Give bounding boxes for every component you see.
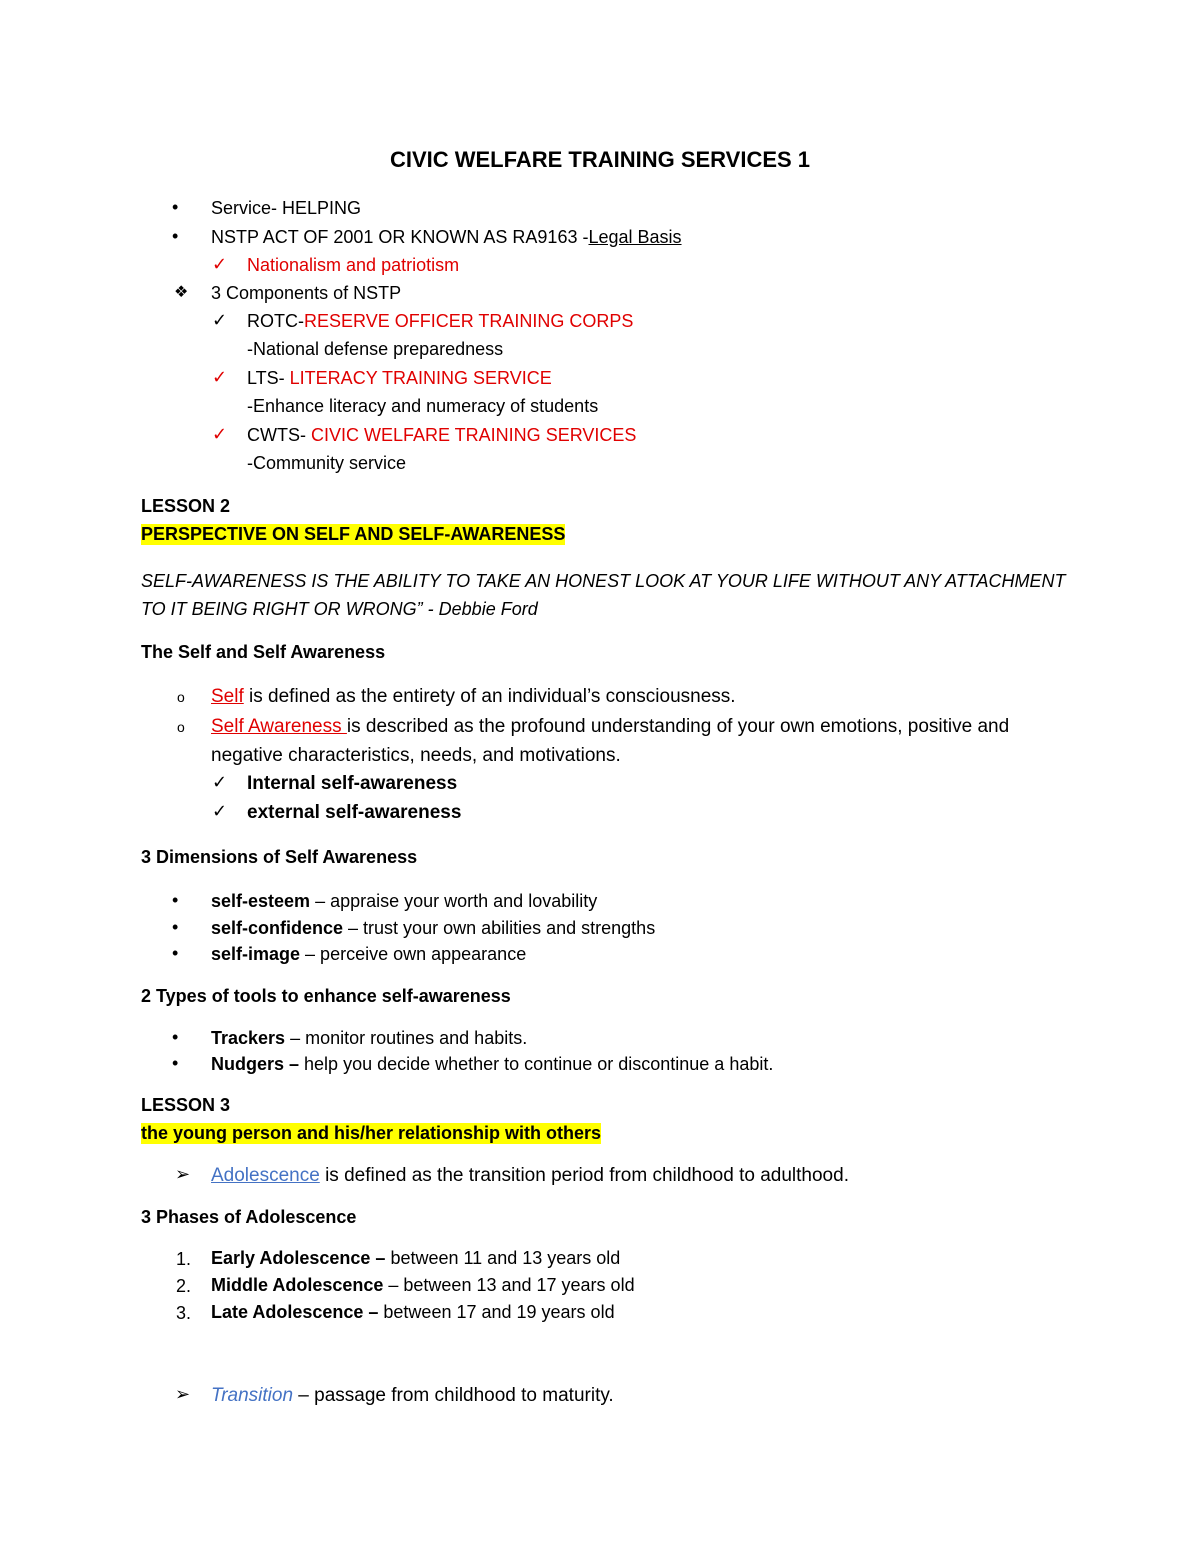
lesson3-label: LESSON 3 [141,1095,231,1115]
legal-basis-link: Legal Basis [588,227,682,247]
phase-item: Late Adolescence – between 17 and 19 years old [211,1302,615,1322]
dimensions-heading: 3 Dimensions of Self Awareness [141,847,418,867]
bullet-icon: • [172,917,179,937]
nationalism-line: Nationalism and patriotism [247,255,460,275]
phase-number: 1. [176,1249,192,1269]
self-definition: Self is defined as the entirety of an individual’s consciousness. [211,686,736,707]
component-lts: LTS- LITERACY TRAINING SERVICE [247,368,552,388]
check-icon: ✓ [212,254,228,274]
phases-heading: 3 Phases of Adolescence [141,1207,357,1227]
check-icon: ✓ [212,367,228,387]
phase-number: 3. [176,1303,192,1323]
transition-definition: Transition – passage from childhood to maturity. [211,1385,614,1406]
dimension-item: self-esteem – appraise your worth and lovability [211,891,598,911]
component-cwts-desc: -Community service [247,453,407,473]
adolescence-definition: Adolescence is defined as the transition period from childhood to adulthood. [211,1165,849,1186]
circle-bullet-icon: o [177,719,185,735]
bullet-icon: • [172,943,179,963]
bullet-icon: • [172,890,179,910]
dimension-item: self-image – perceive own appearance [211,944,527,964]
component-lts-desc: -Enhance literacy and numeracy of students [247,396,599,416]
nstp-line: NSTP ACT OF 2001 OR KNOWN AS RA9163 -Legal Basis [211,227,682,247]
circle-bullet-icon: o [177,689,185,705]
self-awareness-definition-cont: negative characteristics, needs, and motivations. [211,745,621,766]
check-icon: ✓ [212,772,228,792]
bullet-icon: • [172,1053,179,1073]
bullet-icon: • [172,197,179,217]
phase-number: 2. [176,1276,192,1296]
external-self-awareness: external self-awareness [247,802,462,823]
arrow-bullet-icon: ➢ [175,1164,191,1184]
phase-item: Middle Adolescence – between 13 and 17 years old [211,1275,635,1295]
component-rotc: ROTC-RESERVE OFFICER TRAINING CORPS [247,311,634,331]
components-heading: 3 Components of NSTP [211,283,402,303]
internal-self-awareness: Internal self-awareness [247,773,458,794]
check-icon: ✓ [212,801,228,821]
lesson2-title: PERSPECTIVE ON SELF AND SELF-AWARENESS [141,524,566,544]
arrow-bullet-icon: ➢ [175,1384,191,1404]
tool-item: Nudgers – help you decide whether to continue or discontinue a habit. [211,1054,774,1074]
self-heading: The Self and Self Awareness [141,642,386,662]
lesson2-label: LESSON 2 [141,496,231,516]
page-title: CIVIC WELFARE TRAINING SERVICES 1 [389,147,811,172]
dimension-item: self-confidence – trust your own abilities and strengths [211,918,656,938]
quote-line-1: SELF-AWARENESS IS THE ABILITY TO TAKE AN HONEST LOOK AT YOUR LIFE WITHOUT ANY ATTACHMENT [141,571,1066,591]
component-cwts: CWTS- CIVIC WELFARE TRAINING SERVICES [247,425,637,445]
check-icon: ✓ [212,310,228,330]
bullet-icon: • [172,1027,179,1047]
component-rotc-desc: -National defense preparedness [247,339,504,359]
quote-line-2: TO IT BEING RIGHT OR WRONG” - Debbie Ford [141,599,538,619]
self-awareness-definition: Self Awareness is described as the profound understanding of your own emotions, positive and [211,716,1010,737]
lesson3-title: the young person and his/her relationship with others [141,1123,602,1143]
bullet-icon: • [172,226,179,246]
tool-item: Trackers – monitor routines and habits. [211,1028,528,1048]
service-line: Service- HELPING [211,198,362,218]
phase-item: Early Adolescence – between 11 and 13 years old [211,1248,621,1268]
diamond-bullet-icon: ❖ [174,284,189,301]
tools-heading: 2 Types of tools to enhance self-awareness [141,986,511,1006]
check-icon: ✓ [212,424,228,444]
